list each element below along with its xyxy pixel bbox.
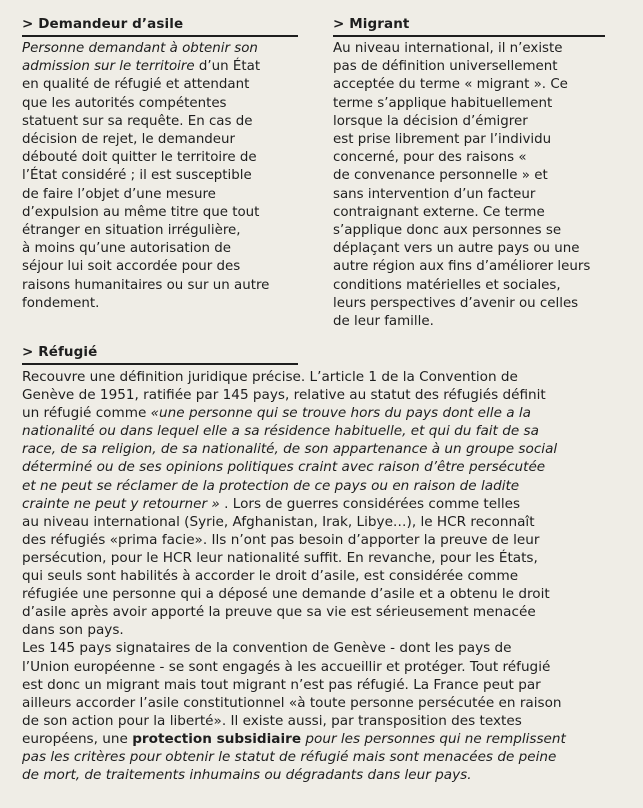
text-line <box>333 167 623 185</box>
text-run: lorsque la décision d’émigrer <box>333 113 528 129</box>
text-run: ailleurs accorder l’asile constitutionnel «à toute personne persécutée en raison <box>22 694 562 711</box>
section-heading: > Demandeur d’asile <box>22 14 298 37</box>
section-migrant <box>333 14 623 331</box>
text-run: des réfugiés «prima facie». Ils n’ont pas besoin d’apporter la preuve de leur <box>22 531 540 548</box>
text-line <box>22 76 300 94</box>
text-line <box>22 531 622 549</box>
text-line <box>333 58 623 76</box>
text-run: de convenance personnelle » et <box>333 168 548 184</box>
text-line <box>22 712 622 730</box>
italic-text: de mort, de traitements inhumains ou dégradants dans leur pays. <box>22 767 472 784</box>
bold-text: protection subsidiaire <box>132 730 302 747</box>
text-run: étranger en situation irrégulière, <box>22 223 241 239</box>
text-run: de faire l’objet d’une mesure <box>22 186 216 202</box>
text-line <box>22 40 300 58</box>
italic-text: race, de sa religion, de sa nationalité, de son appartenance à un groupe social <box>22 441 558 458</box>
text-run: qui seuls sont habilités à accorder le droit d’asile, est considérée comme <box>22 568 519 585</box>
text-run: à moins qu’une autorisation de <box>22 241 232 257</box>
text-line <box>22 186 300 204</box>
text-line <box>22 676 622 694</box>
text-line <box>22 458 622 476</box>
text-run: terme s’applique habituellement <box>333 95 553 111</box>
text-run: leurs perspectives d’avenir ou celles <box>333 295 579 311</box>
text-line <box>333 186 623 204</box>
italic-text: pour les personnes qui ne remplissent <box>301 730 566 747</box>
text-run: contraignant externe. Ce terme <box>333 204 545 220</box>
text-run: au niveau international (Syrie, Afghanistan, Irak, Libye…), le HCR reconnaît <box>22 513 535 530</box>
text-run: autre région aux fins d’améliorer leurs <box>333 259 591 275</box>
text-run: de son action pour la liberté». Il existe aussi, par transposition des textes <box>22 712 522 729</box>
text-line <box>333 95 623 113</box>
text-line <box>22 95 300 113</box>
text-line <box>22 258 300 276</box>
text-run: déplaçant vers un autre pays ou une <box>333 241 580 257</box>
text-line <box>22 694 622 712</box>
italic-text: pas les critères pour obtenir le statut de réfugié mais sont menacées de peine <box>22 748 557 765</box>
text-run: . Lors de guerres considérées comme telles <box>224 495 521 512</box>
italic-text: et ne peut se réclamer de la protection de ce pays ou en raison de ladite <box>22 477 520 494</box>
text-line <box>333 313 623 331</box>
text-line <box>333 76 623 94</box>
italic-text: admission sur le territoire <box>22 59 195 75</box>
text-line <box>22 495 622 513</box>
text-run: s’applique donc aux personnes se <box>333 223 562 239</box>
text-line <box>22 204 300 222</box>
text-run: raisons humanitaires ou sur un autre <box>22 277 270 293</box>
text-run: pas de définition universellement <box>333 59 558 75</box>
text-run: acceptée du terme « migrant ». Ce <box>333 77 568 93</box>
text-line <box>22 58 300 76</box>
section-body <box>22 40 300 313</box>
text-line <box>333 113 623 131</box>
text-line <box>22 277 300 295</box>
section-heading: > Réfugié <box>22 342 298 365</box>
text-line <box>333 131 623 149</box>
section-body <box>22 368 622 784</box>
text-run: dans son pays. <box>22 622 124 639</box>
text-run: débouté doit quitter le territoire de <box>22 150 257 166</box>
section-refugie <box>22 342 622 784</box>
text-line <box>22 748 622 766</box>
text-line <box>22 585 622 603</box>
text-line <box>22 730 622 748</box>
text-run: que les autorités compétentes <box>22 95 227 111</box>
text-run: en qualité de réfugié et attendant <box>22 77 250 93</box>
text-line <box>22 131 300 149</box>
text-run: d’expulsion au même titre que tout <box>22 204 260 220</box>
text-line <box>22 513 622 531</box>
text-run: conditions matérielles et sociales, <box>333 277 561 293</box>
section-body <box>333 40 623 331</box>
text-run: séjour lui soit accordée pour des <box>22 259 241 275</box>
italic-text: «une personne qui se trouve hors du pays dont elle a la <box>150 405 532 422</box>
text-line <box>22 149 300 167</box>
italic-text: Personne demandant à obtenir son <box>22 41 258 56</box>
text-line <box>333 204 623 222</box>
text-run: persécution, pour le HCR leur nationalité suffit. En revanche, pour les États, <box>22 549 538 566</box>
text-run: concerné, pour des raisons « <box>333 150 527 166</box>
text-run: d’asile après avoir apporté la preuve que sa vie est sérieusement menacée <box>22 604 536 621</box>
text-line <box>22 549 622 567</box>
text-line <box>22 658 622 676</box>
text-run: l’État considéré ; il est susceptible <box>22 168 252 184</box>
text-line <box>333 40 623 58</box>
text-line <box>22 404 622 422</box>
text-line <box>22 639 622 657</box>
text-line <box>22 368 622 386</box>
text-line <box>22 477 622 495</box>
text-run: est donc un migrant mais tout migrant n’est pas réfugié. La France peut par <box>22 676 541 693</box>
text-line <box>333 295 623 313</box>
text-line <box>22 422 622 440</box>
italic-text: nationalité ou dans lequel elle a sa résidence habituelle, et qui du fait de sa <box>22 423 539 440</box>
text-line <box>333 277 623 295</box>
section-heading: > Migrant <box>333 14 605 37</box>
text-run: Au niveau international, il n’existe <box>333 41 563 56</box>
text-line <box>333 149 623 167</box>
text-run: de leur famille. <box>333 314 434 330</box>
text-run: Recouvre une définition juridique précise. L’article 1 de la Convention de <box>22 369 518 385</box>
text-run: européens, une <box>22 730 133 747</box>
text-line <box>22 113 300 131</box>
text-line <box>22 386 622 404</box>
text-line <box>333 222 623 240</box>
text-run: Genève de 1951, ratifiée par 145 pays, relative au statut des réfugiés définit <box>22 387 546 404</box>
section-demandeur-asile <box>22 14 300 313</box>
italic-text: déterminé ou de ses opinions politiques craint avec raison d’être persécutée <box>22 459 546 476</box>
text-run: décision de rejet, le demandeur <box>22 132 236 148</box>
text-line <box>22 621 622 639</box>
text-line <box>22 240 300 258</box>
text-line <box>22 222 300 240</box>
text-run: sans intervention d’un facteur <box>333 186 536 202</box>
text-line <box>22 567 622 585</box>
text-line <box>22 440 622 458</box>
text-line <box>333 240 623 258</box>
text-line <box>333 258 623 276</box>
text-line <box>22 603 622 621</box>
text-run: un réfugié comme <box>22 405 151 422</box>
italic-text: crainte ne peut y retourner » <box>22 495 225 512</box>
text-line <box>22 766 622 784</box>
text-run: l’Union européenne - se sont engagés à les accueillir et protéger. Tout réfugié <box>22 658 551 675</box>
text-line <box>22 295 300 313</box>
text-run: fondement. <box>22 295 100 311</box>
text-run: statuent sur sa requête. En cas de <box>22 113 253 129</box>
text-line <box>22 167 300 185</box>
text-run: réfugiée une personne qui a déposé une demande d’asile et a obtenu le droit <box>22 586 550 603</box>
text-run: d’un État <box>194 59 261 75</box>
text-run: Les 145 pays signataires de la convention de Genève - dont les pays de <box>22 640 512 657</box>
text-run: est prise librement par l’individu <box>333 132 552 148</box>
